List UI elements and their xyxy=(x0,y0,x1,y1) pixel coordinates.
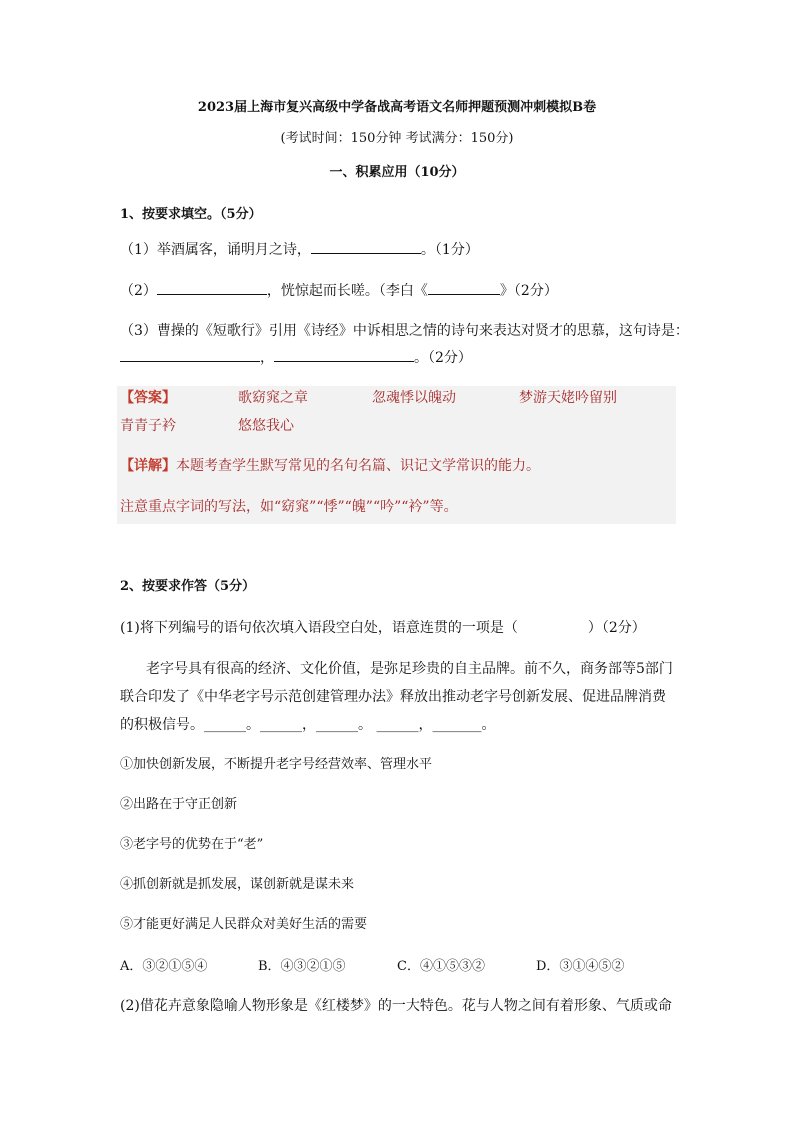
q1-item1-text: （1）举酒属客，诵明月之诗， xyxy=(120,242,311,258)
q2-sub2: (2)借花卉意象隐喻人物形象是《红楼梦》的一大特色。花与人物之间有着形象、气质或命 xyxy=(120,998,672,1014)
answer-2: 忽魂悸以魄动 xyxy=(372,390,456,406)
q2-sub1-score: ）（2分） xyxy=(587,620,646,636)
q1-item1 xyxy=(120,240,479,259)
q1-item3-score: 。（2分） xyxy=(414,350,472,366)
answer-1: 歌窈窕之章 xyxy=(238,390,308,406)
answer-5: 悠悠我心 xyxy=(238,418,294,434)
passage-line-1: 老字号具有很高的经济、文化价值，是弥足珍贵的自主品牌。前不久，商务部等5部门 xyxy=(146,661,673,677)
q1-item3-comma: ， xyxy=(260,350,274,366)
q1-item1-score: 。（1分） xyxy=(420,242,479,258)
detail-text: 本题考查学生默写常见的名句名篇、识记文学常识的能力。 xyxy=(176,458,540,474)
q2-sub1 xyxy=(120,619,646,637)
q1-item2-number: （2） xyxy=(120,283,157,299)
q1-item2 xyxy=(120,281,558,300)
option-1: ①加快创新发展，不断提升老字号经营效率、管理水平 xyxy=(120,757,433,772)
answer-note: 注意重点字词的写法，如“窈窕”“悸”“魄”“吟”“衿”等。 xyxy=(120,499,458,515)
q1-item2-score: 》（2分） xyxy=(499,283,558,299)
q1-item3-line1: （3）曹操的《短歌行》引用《诗经》中诉相思之情的诗句来表达对贤才的思慕，这句诗是： xyxy=(120,323,689,339)
q1-heading: 1、按要求填空。（5分） xyxy=(120,207,262,222)
answer-3: 梦游天姥吟留别 xyxy=(519,390,617,406)
choice-a: A．③②①⑤④ xyxy=(120,959,208,974)
answer-detail xyxy=(120,457,540,475)
q1-item2-text: ，恍惊起而长嗟。（李白《 xyxy=(266,283,428,299)
q1-item2-blank1 xyxy=(157,281,267,295)
exam-subtitle: (考试时间：150分钟 考试满分：150分) xyxy=(280,131,514,146)
passage-line-3: 的积极信号。______。______，______。 ______，_______。 xyxy=(120,717,496,733)
exam-title: 2023届上海市复兴高级中学备战高考语文名师押题预测冲刺模拟B卷 xyxy=(197,100,597,115)
answer-tag: 【答案】 xyxy=(120,390,176,406)
q1-item2-blank2 xyxy=(428,281,500,295)
choice-c: C．④①⑤③② xyxy=(397,959,485,974)
q2-heading: 2、按要求作答（5分） xyxy=(120,579,256,594)
q1-item3-line2 xyxy=(120,348,472,367)
q1-item3-blank1 xyxy=(120,348,260,362)
option-2: ②出路在于守正创新 xyxy=(120,797,238,812)
q1-item1-blank xyxy=(311,240,421,254)
choice-d: D．③①④⑤② xyxy=(536,959,625,974)
option-4: ④抓创新就是抓发展，谋创新就是谋未来 xyxy=(120,877,355,892)
passage-line-2: 联合印发了《中华老字号示范创建管理办法》释放出推动老字号创新发展、促进品牌消费 xyxy=(120,689,666,705)
option-3: ③老字号的优势在于“老” xyxy=(120,837,264,852)
section-heading: 一、积累应用（10分） xyxy=(329,165,465,180)
q2-sub1-text: (1)将下列编号的语句依次填入语段空白处，语意连贯的一项是（ xyxy=(120,620,518,636)
option-5: ⑤才能更好满足人民群众对美好生活的需要 xyxy=(120,917,368,932)
detail-tag: 【详解】 xyxy=(120,458,176,474)
choice-b: B．④③②①⑤ xyxy=(258,959,346,974)
q1-item3-blank2 xyxy=(274,348,414,362)
answer-4: 青青子衿 xyxy=(120,418,176,434)
